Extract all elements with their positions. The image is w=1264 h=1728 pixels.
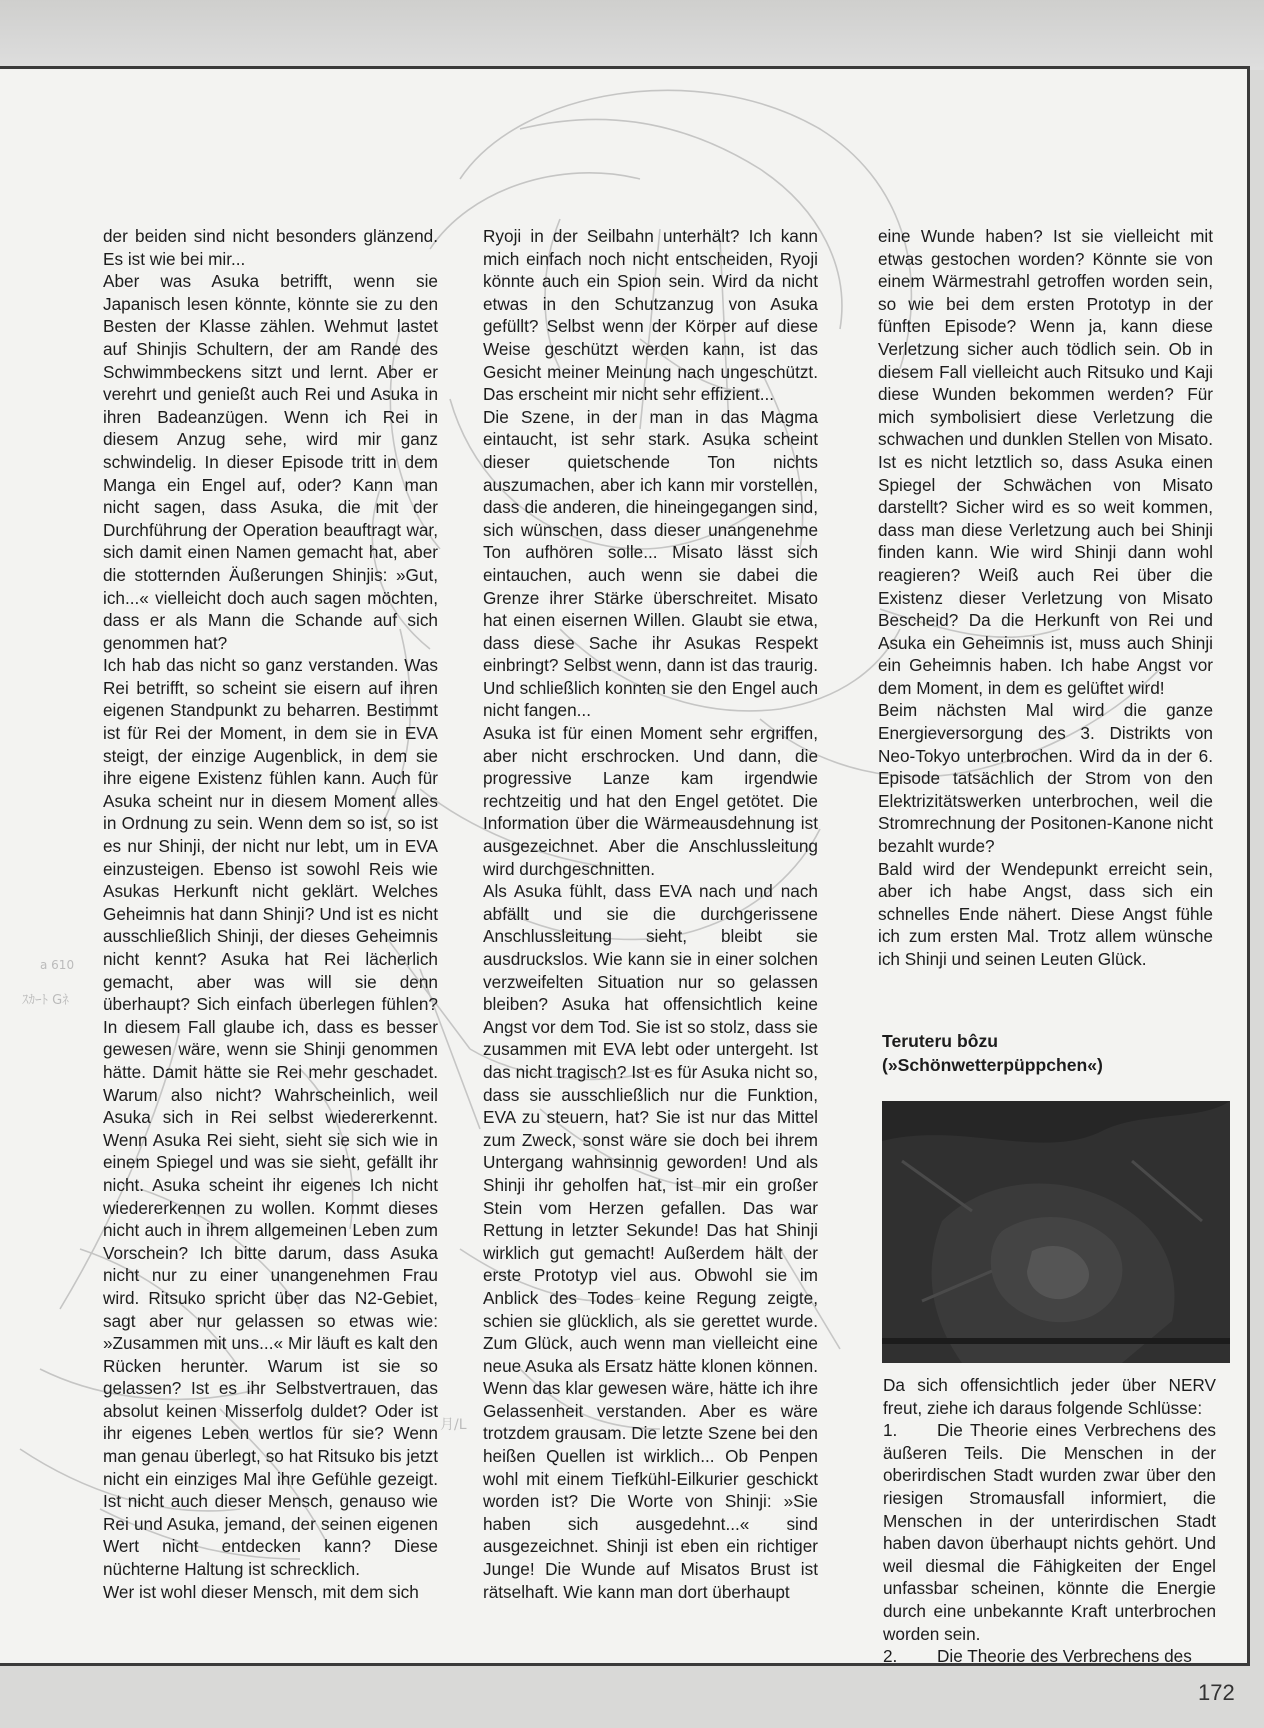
text-column-3-continued — [883, 1374, 1216, 1668]
dark-eva-scene-picture — [882, 1101, 1230, 1363]
paragraph: Da sich offensichtlich jeder über NERV freut, ziehe ich daraus folgende Schlüsse: — [883, 1375, 1216, 1418]
section-heading-line2: (»Schönwetterpüppchen«) — [882, 1055, 1103, 1075]
list-item — [883, 1645, 1216, 1668]
paragraph: Die Szene, in der man in das Magma eintaucht, ist sehr stark. Asuka scheint dieser quietschende Ton nichts auszumachen, aber ich kann mir vorstellen, dass die anderen, die hineingegangen sind, sich wünschen, dass dieser unangenehme Ton aufhören solle... Misato lässt sich eintauchen, auch wenn sie dabei die Grenze ihrer Stärke überschreitet. Misato hat einen eisernen Willen. Glaubt sie etwa, dass diese Sache ihr Asukas Respekt einbringt? Selbst wenn, dann ist das traurig. Und schließlich konnten sie den Engel auch nicht fangen... — [483, 406, 818, 721]
page-top-edge — [0, 0, 1264, 70]
list-text: Die Theorie eines Verbrechens des äußeren Teils. Die Menschen in der oberirdischen Stadt wurden zwar über den riesigen Stromausfall informiert, die Menschen in der unterirdischen Stadt haben davon überhaupt nichts gehört. Und weil diesmal die Fähigkeiten der Engel unfassbar scheinen, könnte die Energie durch eine unbekannte Kraft unterbrochen worden sein. — [883, 1420, 1216, 1644]
paragraph: Als Asuka fühlt, dass EVA nach und nach abfällt und sie die durchgerissene Anschlussleitung sieht, bleibt sie ausdruckslos. Wie kann sie in einer solchen verzweifelten Situation nur so gelassen bleiben? Asuka hat offensichtlich keine Angst vor dem Tod. Sie ist so stolz, dass sie zusammen mit EVA lebt oder untergeht. Ist das nicht tragisch? Ist es für Asuka nicht so, dass sie ausschließlich nur die Funktion, EVA zu steuern, hat? Sie ist nur das Mittel zum Zweck, sonst wäre sie doch bei ihrem Untergang wahnsinnig geworden! Und als Shinji ihr geholfen hat, ist mir ein großer Stein vom Herzen gefallen. Das war Rettung in letzter Sekunde! Das hat Shinji wirklich gut gemacht! Außerdem hält der erste Prototyp viel aus. Obwohl sie im Anblick des Todes keine Regung zeigte, schien sie glücklich, als sie gerettet wurde. Zum Glück, auch wenn man vielleicht eine neue Asuka als Ersatz hätte klonen können. Wenn das klar gewesen wäre, hätte ich ihre Gelassenheit verstanden. Aber es wäre trotzdem grausam. Die letzte Szene bei den heißen Quellen ist wirklich... Ob Penpen wohl mit einem Tiefkühl-Eilkurier geschickt worden ist? Die Worte von Shinji: »Sie haben sich ausgedehnt...« sind ausgezeichnet. Shinji ist eben ein richtiger Junge! Die Wunde auf Misatos Brust ist rätselhaft. Wie kann man dort überhaupt — [483, 881, 818, 1602]
paragraph: Ich hab das nicht so ganz verstanden. Was Rei betrifft, so scheint sie eisern auf ihren eigenen Standpunkt zu beharren. Bestimmt ist für Rei der Moment, in dem sie in EVA steigt, der einzige Augenblick, in dem sie ihre eigene Existenz fühlen kann. Auch für Asuka scheint nur in diesem Moment alles in Ordnung zu sein. Wenn dem so ist, so ist es nur Shinji, der nicht nur lebt, um in EVA einzusteigen. Ebenso ist sowohl Reis wie Asukas Herkunft nicht geklärt. Welches Geheimnis hat dann Shinji? Und ist es nicht ausschließlich Shinji, der dieses Geheimnis nicht kennt? Asuka hat Rei lächerlich gemacht, aber was will sie denn überhaupt? Sich einfach überlegen fühlen? In diesem Fall glaube ich, dass es besser gewesen wäre, wenn sie Shinji genommen hätte. Damit hätte sie Rei mehr geschadet. Warum also nicht? Wahrscheinlich, weil Asuka sich in Rei selbst wiedererkennt. Wenn Asuka Rei sieht, sieht sie sich wie in einem Spiegel und was sie sieht, gefällt ihr nicht. Asuka scheint ihr eigenes Ich nicht wiedererkennen zu wollen. Kommt dieses nicht auch in ihrem allgemeinen Leben zum Vorschein? Ich bitte darum, dass Asuka nicht nur zu einer unangenehmen Frau wird. Ritsuko spricht über das N2-Gebiet, sagt aber nur gelassen so etwas wie: »Zusammen mit uns...« Mir läuft es kalt den Rücken herunter. Warum ist sie so gelassen? Ist es ihr Selbstvertrauen, das absolut keinen Misserfolg duldet? Oder ist ihr eigenes Leben wertlos für sie? Wenn man genau überlegt, so hat Ritsuko bis jetzt nicht ein einziges Mal ihre Gefühle gezeigt. Ist nicht auch dieser Mensch, genauso wie Rei und Asuka, jemand, der seinen eigenen Wert nicht entdecken kann? Diese nüchterne Haltung ist schrecklich. — [103, 655, 438, 1580]
book-page — [0, 66, 1250, 1666]
section-heading — [882, 1029, 1212, 1077]
list-text: Die Theorie des Verbrechens des — [937, 1646, 1192, 1667]
paragraph: Bald wird der Wendepunkt erreicht sein, aber ich habe Angst, dass sich ein schnelles Ende nähert. Diese Angst fühle ich zum ersten Mal. Trotz allem wünsche ich Shinji und seinen Leuten Glück. — [878, 858, 1213, 969]
list-item — [883, 1419, 1216, 1645]
paragraph: Asuka ist für einen Moment sehr ergriffen, aber nicht erschrocken. Und dann, die progressive Lanze kam irgendwie rechtzeitig und hat den Engel getötet. Die Information über die Wärmeausdehnung ist ausgezeichnet. Aber die Anschlussleitung wird durchgeschnitten. — [483, 723, 818, 879]
page-number: 172 — [1198, 1680, 1235, 1705]
anime-screenshot-image — [882, 1101, 1230, 1363]
section-heading-line1: Teruteru bôzu — [882, 1031, 998, 1051]
paragraph: Wer ist wohl dieser Mensch, mit dem sich — [103, 1581, 419, 1602]
text-column-1 — [103, 225, 438, 1603]
paragraph: Aber was Asuka betrifft, wenn sie Japanisch lesen könnte, könnte sie zu den Besten der Klasse zählen. Wehmut lastet auf Shinjis Schultern, der am Rande des Schwimmbeckens sitzt und lernt. Aber er verehrt und genießt auch Rei und Asuka in ihren Badeanzügen. Wenn ich Rei in diesem Anzug sehe, wird mir ganz schwindelig. In dieser Episode tritt in dem Manga ein Engel auf, oder? Kann man nicht sagen, dass Asuka, die mit der Durchführung der Operation beauftragt war, sich damit einen Namen gemacht hat, aber die stotternden Äußerungen Shinjis: »Gut, ich...« vielleicht doch auch sagen möchten, dass er als Mann die Schande auf sich genommen hat? — [103, 271, 438, 653]
paragraph: Beim nächsten Mal wird die ganze Energieversorgung des 3. Distrikts von Neo-Tokyo unterbrochen. Wird da in der 6. Episode tatsächlich der Strom von den Elektrizitätswerken unterbrochen, weil die Stromrechnung der Positonen-Kanone nicht bezahlt wurde? — [878, 700, 1213, 857]
list-number: 1. — [883, 1420, 898, 1441]
paragraph: eine Wunde haben? Ist sie vielleicht mit etwas gestochen worden? Könnte sie von einem Wärmestrahl getroffen worden sein, so wie bei dem ersten Prototyp in der fünften Episode? Wenn ja, kann diese Verletzung sicher auch tödlich sein. Ob in diesem Fall vielleicht auch Ritsuko und Kaji diese Wunden bekommen werden? Für mich symbolisiert diese Verletzung die schwachen und dunklen Stellen von Misato. Ist es nicht letztlich so, dass Asuka einen Spiegel der Schwächen von Misato darstellt? Sicher wird es so weit kommen, dass man diese Verletzung auch bei Shinji finden kann. Wie wird Shinji dann wohl reagieren? Weiß auch Rei über die Existenz dieser Verletzung von Misato Bescheid? Da die Herkunft von Rei und Asuka ein Geheimnis ist, muss auch Shinji ein Geheimnis haben. Ich habe Angst vor dem Moment, in dem es gelüftet wird! — [878, 226, 1213, 698]
list-number: 2. — [883, 1646, 898, 1667]
paragraph: Ryoji in der Seilbahn unterhält? Ich kann mich einfach noch nicht entscheiden, Ryoji könnte auch ein Spion sein. Wird da nicht etwas in den Schutzanzug von Asuka gefüllt? Selbst wenn der Körper auf diese Weise geschützt werden kann, ist das Gesicht meiner Meinung nach ungeschützt. Das erscheint mir nicht sehr effizient... — [483, 226, 818, 405]
paragraph: der beiden sind nicht besonders glänzend. Es ist wie bei mir... — [103, 226, 438, 269]
text-column-2 — [483, 225, 818, 1603]
svg-text:月/L: 月/L — [440, 1417, 467, 1433]
svg-text:a 610: a 610 — [40, 958, 75, 972]
svg-text:ｽｶｰﾄ Gﾈ: ｽｶｰﾄ Gﾈ — [22, 993, 69, 1008]
text-column-3 — [878, 225, 1213, 971]
